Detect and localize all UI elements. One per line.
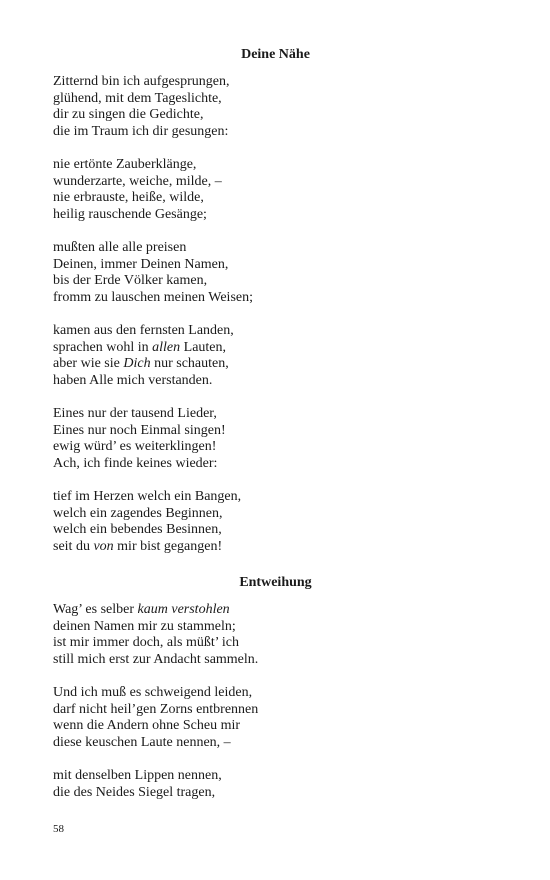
verse-line: die im Traum ich dir gesungen: [53,123,229,139]
verse-line: wenn die Andern ohne Scheu mir [53,718,241,733]
verse-line: fromm zu lauschen meinen Weisen; [53,289,253,305]
verse-line: heilig rauschende Gesänge; [53,206,207,222]
verse-line: haben Alle mich verstanden. [53,372,213,388]
stanza [53,489,498,555]
stanza [53,602,498,668]
verse-line: ewig würd’ es weiterklingen! [53,439,217,454]
verse-line: aber wie sie Dich nur schauten, [53,356,229,371]
verse-line: Ach, ich finde keines wieder: [53,455,218,471]
verse-line: nie ertönte Zauberklänge, [53,157,197,172]
stanza [53,323,498,389]
verse-line: welch ein zagendes Beginnen, [53,505,223,521]
verse-line: sprachen wohl in allen Lauten, [53,339,227,355]
stanza [53,406,498,472]
verse-line: dir zu singen die Gedichte, [53,107,204,122]
stanza [53,157,498,223]
verse-line: nie erbrauste, heiße, wilde, [53,190,204,205]
verse-line: still mich erst zur Andacht sammeln. [53,651,259,667]
verse-line: tief im Herzen welch ein Bangen, [53,489,242,504]
verse-line: welch ein bebendes Besinnen, [53,522,222,537]
page-body [53,44,498,818]
verse-line: diese keuschen Laute nennen, – [53,734,231,750]
stanza [53,685,498,751]
verse-line: die des Neides Siegel tragen, [53,784,216,800]
page-number: 58 [53,823,64,835]
verse-line: seit du von mir bist gegangen! [53,538,223,554]
verse-line: Und ich muß es schweigend leiden, [53,685,253,700]
stanza [53,74,498,140]
stanza [53,768,498,801]
stanza [53,240,498,306]
verse-line: ist mir immer doch, als müßt’ ich [53,635,239,650]
verse-line: mit denselben Lippen nennen, [53,768,222,783]
verse-line: Zitternd bin ich aufgesprungen, [53,74,230,89]
verse-line: Wag’ es selber kaum verstohlen [53,602,230,617]
verse-line: Deinen, immer Deinen Namen, [53,256,229,272]
verse-line: wunderzarte, weiche, milde, – [53,173,222,189]
poem-title: Deine Nähe [241,47,310,62]
verse-line: Eines nur noch Einmal singen! [53,422,226,438]
verse-line: bis der Erde Völker kamen, [53,273,208,288]
verse-line: darf nicht heil’gen Zorns entbrennen [53,701,259,717]
verse-line: kamen aus den fernsten Landen, [53,323,234,338]
verse-line: glühend, mit dem Tageslichte, [53,90,222,106]
poem-title: Entweihung [239,575,312,590]
verse-line: Eines nur der tausend Lieder, [53,406,217,421]
verse-line: deinen Namen mir zu stammeln; [53,618,236,634]
verse-line: mußten alle alle preisen [53,240,187,255]
